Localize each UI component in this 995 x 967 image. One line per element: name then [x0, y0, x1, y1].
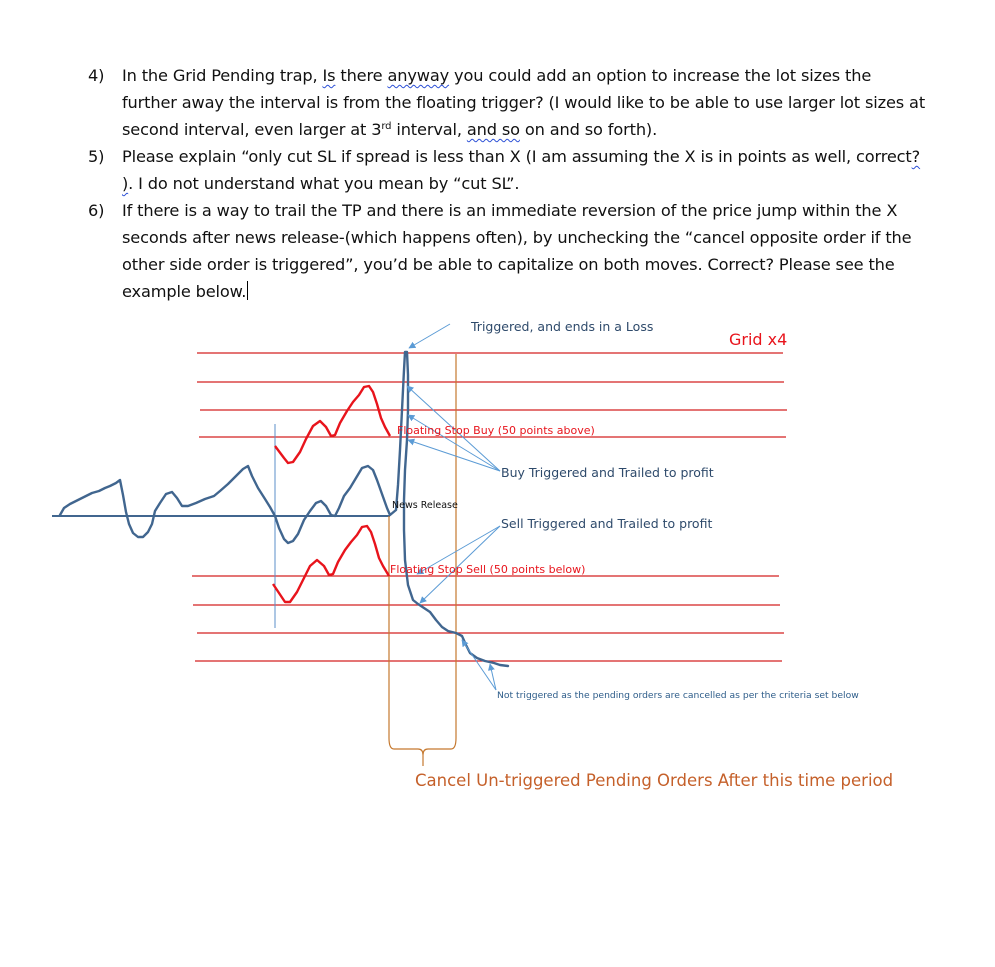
item-text[interactable]: In the Grid Pending trap, Is there anyway you could add an option to increase the lot sizes the further away the interval is from the floating trigger? (I would like to be able to use larger lot sizes at second interval, even larger at 3rd interval, and so on and so forth).	[122, 66, 926, 139]
arrow-triggered-loss	[409, 324, 450, 348]
label-cancel-period: Cancel Un-triggered Pending Orders After this time period	[415, 771, 894, 790]
label-grid-count: Grid x4	[729, 330, 788, 349]
upper-red-projection	[275, 386, 390, 463]
arrow-buy-3	[408, 440, 500, 471]
spelling-flag[interactable]: ? )	[122, 147, 921, 193]
label-floating-stop-sell: Floating Stop Sell (50 points below)	[390, 563, 586, 576]
list-number: 5)	[88, 147, 105, 166]
arrow-not-triggered-1	[462, 640, 496, 690]
label-news-release: News Release	[392, 500, 458, 511]
label-floating-stop-buy: Floating Stop Buy (50 points above)	[397, 424, 595, 437]
spelling-flag[interactable]: anyway	[387, 66, 450, 85]
time-window-brace	[389, 738, 456, 755]
label-not-triggered: Not triggered as the pending orders are cancelled as per the criteria set below	[497, 690, 859, 701]
label-sell-trailed: Sell Triggered and Trailed to profit	[501, 516, 713, 531]
label-triggered-loss: Triggered, and ends in a Loss	[471, 319, 654, 334]
list-number: 6)	[88, 201, 105, 220]
item-text[interactable]: Please explain “only cut SL if spread is less than X (I am assuming the X is in points as well, correct? ). I do not understand what you mean by “cut SL”.	[122, 147, 921, 193]
time-window	[389, 354, 456, 766]
lower-grid-lines	[192, 576, 784, 661]
list-number: 4)	[88, 66, 105, 85]
spelling-flag[interactable]: Is	[322, 66, 336, 85]
item-text[interactable]: If there is a way to trail the TP and there is an immediate reversion of the price jump within the X seconds after news release-(which happens often), by unchecking the “cancel opposite order if the other side order is triggered”, you’d be able to capitalize on both moves. Correct? Please see the example below.	[122, 201, 912, 301]
lower-red-projection	[273, 526, 389, 602]
spelling-flag[interactable]: and so	[466, 120, 520, 139]
label-buy-trailed: Buy Triggered and Trailed to profit	[501, 465, 714, 480]
